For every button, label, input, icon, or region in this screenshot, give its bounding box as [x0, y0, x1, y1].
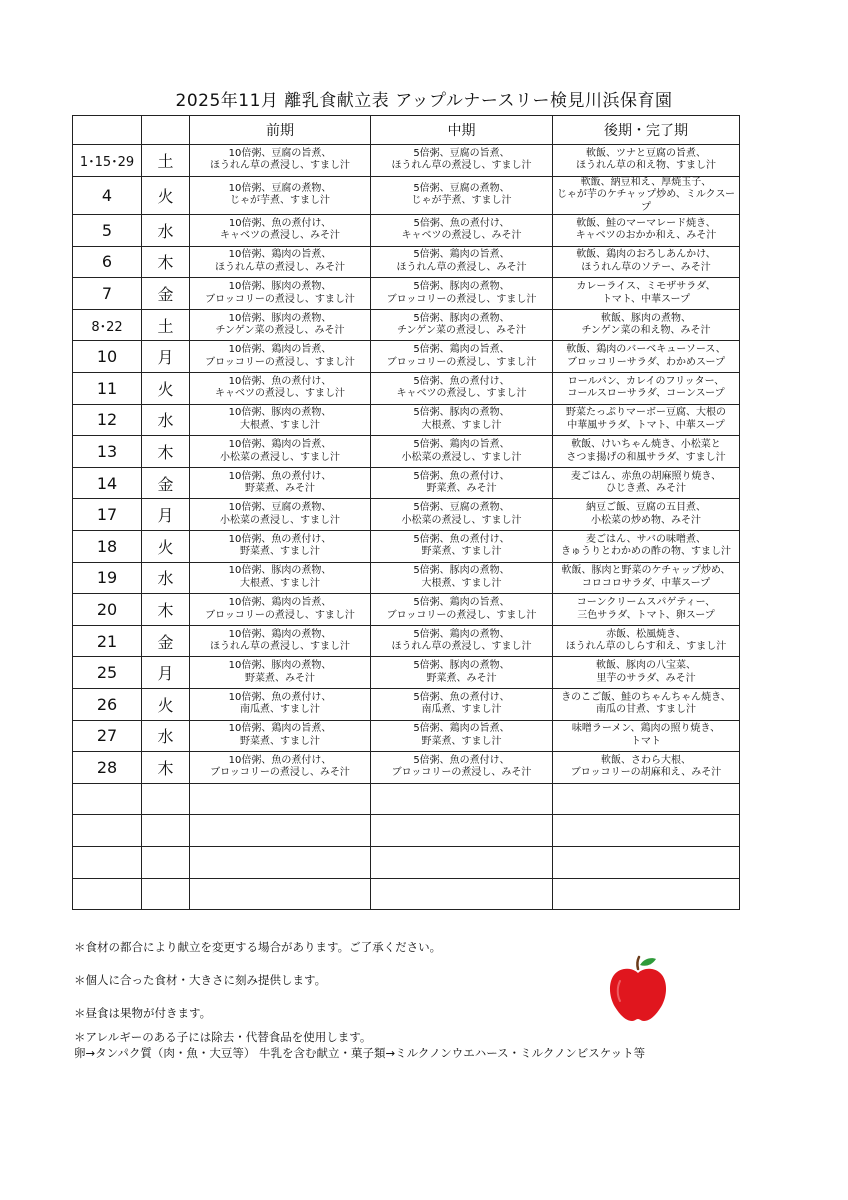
- early-stage-meal-cell: 10倍粥、鶏肉の旨煮、 ブロッコリーの煮浸し、すまし汁: [190, 341, 371, 373]
- late-stage-meal-cell: 野菜たっぷりマーボー豆腐、大根の 中華風サラダ、トマト、中華スープ: [553, 404, 740, 436]
- empty-cell: [553, 783, 740, 815]
- middle-stage-meal-cell: 5倍粥、豚肉の煮物、 野菜煮、みそ汁: [371, 657, 553, 689]
- table-row: [73, 145, 740, 177]
- day-of-week-cell: 水: [142, 720, 190, 752]
- menu-table-body: [73, 145, 740, 910]
- middle-stage-meal-cell: 5倍粥、魚の煮付け、 キャベツの煮浸し、みそ汁: [371, 215, 553, 247]
- date-cell: 7: [73, 278, 142, 310]
- empty-table-row: [73, 846, 740, 878]
- late-stage-meal-cell: 軟飯、鶏肉のバーベキューソース、 ブロッコリーサラダ、わかめスープ: [553, 341, 740, 373]
- table-row: [73, 176, 740, 215]
- day-of-week-cell: 木: [142, 752, 190, 784]
- date-cell: 13: [73, 436, 142, 468]
- empty-cell: [371, 878, 553, 910]
- middle-stage-meal-cell: 5倍粥、魚の煮付け、 南瓜煮、すまし汁: [371, 689, 553, 721]
- empty-cell: [371, 815, 553, 847]
- early-stage-meal-cell: 10倍粥、鶏肉の旨煮、 小松菜の煮浸し、すまし汁: [190, 436, 371, 468]
- day-of-week-cell: 金: [142, 278, 190, 310]
- early-stage-meal-cell: 10倍粥、豚肉の煮物、 ブロッコリーの煮浸し、すまし汁: [190, 278, 371, 310]
- middle-stage-meal-cell: 5倍粥、魚の煮付け、 ブロッコリーの煮浸し、みそ汁: [371, 752, 553, 784]
- day-of-week-cell: 木: [142, 246, 190, 278]
- late-stage-meal-cell: 軟飯、納豆和え、厚焼玉子、 じゃが芋のケチャップ炒め、ミルクスープ: [553, 176, 740, 215]
- late-stage-meal-cell: 味噌ラーメン、鶏肉の照り焼き、 トマト: [553, 720, 740, 752]
- middle-stage-meal-cell: 5倍粥、鶏肉の旨煮、 ブロッコリーの煮浸し、すまし汁: [371, 594, 553, 626]
- late-stage-meal-cell: 納豆ご飯、豆腐の五目煮、 小松菜の炒め物、みそ汁: [553, 499, 740, 531]
- late-stage-meal-cell: 軟飯、けいちゃん焼き、小松菜と さつま揚げの和風サラダ、すまし汁: [553, 436, 740, 468]
- date-cell: 4: [73, 176, 142, 215]
- empty-cell: [553, 878, 740, 910]
- table-row: [73, 720, 740, 752]
- late-stage-meal-cell: きのこご飯、鮭のちゃんちゃん焼き、 南瓜の甘煮、すまし汁: [553, 689, 740, 721]
- middle-stage-meal-cell: 5倍粥、鶏肉の旨煮、 ブロッコリーの煮浸し、すまし汁: [371, 341, 553, 373]
- middle-stage-meal-cell: 5倍粥、鶏肉の旨煮、 小松菜の煮浸し、すまし汁: [371, 436, 553, 468]
- empty-cell: [142, 815, 190, 847]
- date-cell: 26: [73, 689, 142, 721]
- day-of-week-cell: 金: [142, 467, 190, 499]
- empty-cell: [142, 878, 190, 910]
- late-stage-meal-cell: コーンクリームスパゲティー、 三色サラダ、トマト、卵スープ: [553, 594, 740, 626]
- table-row: [73, 467, 740, 499]
- late-stage-meal-cell: 軟飯、豚肉と野菜のケチャップ炒め、 コロコロサラダ、中華スープ: [553, 562, 740, 594]
- day-of-week-cell: 木: [142, 436, 190, 468]
- early-stage-meal-cell: 10倍粥、魚の煮付け、 キャベツの煮浸し、みそ汁: [190, 215, 371, 247]
- page-title: 2025年11月 離乳食献立表 アップルナースリー検見川浜保育園: [175, 91, 673, 111]
- date-cell: 5: [73, 215, 142, 247]
- date-cell: 17: [73, 499, 142, 531]
- empty-table-row: [73, 783, 740, 815]
- early-stage-meal-cell: 10倍粥、魚の煮付け、 キャベツの煮浸し、すまし汁: [190, 373, 371, 405]
- day-of-week-cell: 月: [142, 657, 190, 689]
- middle-stage-meal-cell: 5倍粥、豚肉の煮物、 ブロッコリーの煮浸し、すまし汁: [371, 278, 553, 310]
- menu-table: [72, 115, 740, 910]
- table-header-row: [73, 116, 740, 145]
- header-date: [73, 116, 142, 145]
- empty-cell: [73, 846, 142, 878]
- late-stage-meal-cell: 軟飯、豚肉の煮物、 チンゲン菜の和え物、みそ汁: [553, 309, 740, 341]
- empty-cell: [73, 783, 142, 815]
- date-cell: 27: [73, 720, 142, 752]
- date-cell: 1･15･29: [73, 145, 142, 177]
- day-of-week-cell: 火: [142, 176, 190, 215]
- middle-stage-meal-cell: 5倍粥、豆腐の煮物、 小松菜の煮浸し、すまし汁: [371, 499, 553, 531]
- table-row: [73, 499, 740, 531]
- middle-stage-meal-cell: 5倍粥、魚の煮付け、 野菜煮、すまし汁: [371, 531, 553, 563]
- table-row: [73, 404, 740, 436]
- day-of-week-cell: 月: [142, 499, 190, 531]
- early-stage-meal-cell: 10倍粥、豚肉の煮物、 チンゲン菜の煮浸し、みそ汁: [190, 309, 371, 341]
- note-portion: ＊個人に合った食材・大きさに刻み提供します。: [74, 973, 327, 987]
- late-stage-meal-cell: 軟飯、ツナと豆腐の旨煮、 ほうれん草の和え物、すまし汁: [553, 145, 740, 177]
- empty-cell: [190, 783, 371, 815]
- early-stage-meal-cell: 10倍粥、豆腐の煮物、 小松菜の煮浸し、すまし汁: [190, 499, 371, 531]
- middle-stage-meal-cell: 5倍粥、豚肉の煮物、 チンゲン菜の煮浸し、みそ汁: [371, 309, 553, 341]
- date-cell: 19: [73, 562, 142, 594]
- header-day: [142, 116, 190, 145]
- early-stage-meal-cell: 10倍粥、豆腐の旨煮、 ほうれん草の煮浸し、すまし汁: [190, 145, 371, 177]
- empty-cell: [190, 878, 371, 910]
- table-row: [73, 689, 740, 721]
- day-of-week-cell: 水: [142, 404, 190, 436]
- date-cell: 10: [73, 341, 142, 373]
- late-stage-meal-cell: 軟飯、鮭のマーマレード焼き、 キャベツのおかか和え、みそ汁: [553, 215, 740, 247]
- empty-cell: [190, 846, 371, 878]
- early-stage-meal-cell: 10倍粥、鶏肉の旨煮、 ほうれん草の煮浸し、みそ汁: [190, 246, 371, 278]
- middle-stage-meal-cell: 5倍粥、豚肉の煮物、 大根煮、すまし汁: [371, 562, 553, 594]
- late-stage-meal-cell: ロールパン、カレイのフリッター、 コールスローサラダ、コーンスープ: [553, 373, 740, 405]
- early-stage-meal-cell: 10倍粥、豚肉の煮物、 大根煮、すまし汁: [190, 562, 371, 594]
- empty-cell: [371, 783, 553, 815]
- table-row: [73, 246, 740, 278]
- empty-table-row: [73, 878, 740, 910]
- date-cell: 20: [73, 594, 142, 626]
- early-stage-meal-cell: 10倍粥、豆腐の煮物、 じゃが芋煮、すまし汁: [190, 176, 371, 215]
- table-row: [73, 373, 740, 405]
- middle-stage-meal-cell: 5倍粥、魚の煮付け、 キャベツの煮浸し、すまし汁: [371, 373, 553, 405]
- early-stage-meal-cell: 10倍粥、豚肉の煮物、 野菜煮、みそ汁: [190, 657, 371, 689]
- empty-cell: [371, 846, 553, 878]
- day-of-week-cell: 金: [142, 625, 190, 657]
- empty-cell: [190, 815, 371, 847]
- note-fruit: ＊昼食は果物が付きます。: [74, 1006, 212, 1020]
- middle-stage-meal-cell: 5倍粥、鶏肉の旨煮、 ほうれん草の煮浸し、みそ汁: [371, 246, 553, 278]
- date-cell: 12: [73, 404, 142, 436]
- table-row: [73, 657, 740, 689]
- day-of-week-cell: 土: [142, 309, 190, 341]
- table-row: [73, 562, 740, 594]
- empty-cell: [553, 815, 740, 847]
- early-stage-meal-cell: 10倍粥、鶏肉の旨煮、 ブロッコリーの煮浸し、すまし汁: [190, 594, 371, 626]
- middle-stage-meal-cell: 5倍粥、豆腐の煮物、 じゃが芋煮、すまし汁: [371, 176, 553, 215]
- table-row: [73, 278, 740, 310]
- table-row: [73, 531, 740, 563]
- header-early-stage: 前期: [190, 116, 371, 145]
- date-cell: 8･22: [73, 309, 142, 341]
- day-of-week-cell: 木: [142, 594, 190, 626]
- date-cell: 14: [73, 467, 142, 499]
- early-stage-meal-cell: 10倍粥、魚の煮付け、 野菜煮、すまし汁: [190, 531, 371, 563]
- early-stage-meal-cell: 10倍粥、鶏肉の旨煮、 野菜煮、すまし汁: [190, 720, 371, 752]
- note-allergy-substitutes: 卵→タンパク質（肉・魚・大豆等） 牛乳を含む献立・菓子類→ミルクノンウエハース・ミルクノンビスケット等: [74, 1046, 646, 1060]
- table-row: [73, 309, 740, 341]
- date-cell: 25: [73, 657, 142, 689]
- day-of-week-cell: 火: [142, 373, 190, 405]
- empty-cell: [553, 846, 740, 878]
- note-allergy: ＊アレルギーのある子には除去・代替食品を使用します。: [74, 1030, 372, 1044]
- early-stage-meal-cell: 10倍粥、豚肉の煮物、 大根煮、すまし汁: [190, 404, 371, 436]
- early-stage-meal-cell: 10倍粥、魚の煮付け、 野菜煮、みそ汁: [190, 467, 371, 499]
- table-row: [73, 594, 740, 626]
- table-row: [73, 625, 740, 657]
- late-stage-meal-cell: カレーライス、ミモザサラダ、 トマト、中華スープ: [553, 278, 740, 310]
- empty-table-row: [73, 815, 740, 847]
- middle-stage-meal-cell: 5倍粥、魚の煮付け、 野菜煮、みそ汁: [371, 467, 553, 499]
- middle-stage-meal-cell: 5倍粥、豚肉の煮物、 大根煮、すまし汁: [371, 404, 553, 436]
- day-of-week-cell: 火: [142, 689, 190, 721]
- day-of-week-cell: 土: [142, 145, 190, 177]
- late-stage-meal-cell: 軟飯、豚肉の八宝菜、 里芋のサラダ、みそ汁: [553, 657, 740, 689]
- date-cell: 18: [73, 531, 142, 563]
- late-stage-meal-cell: 軟飯、鶏肉のおろしあんかけ、 ほうれん草のソテー、みそ汁: [553, 246, 740, 278]
- header-late-stage: 後期・完了期: [553, 116, 740, 145]
- date-cell: 28: [73, 752, 142, 784]
- day-of-week-cell: 月: [142, 341, 190, 373]
- early-stage-meal-cell: 10倍粥、鶏肉の煮物、 ほうれん草の煮浸し、すまし汁: [190, 625, 371, 657]
- middle-stage-meal-cell: 5倍粥、豆腐の旨煮、 ほうれん草の煮浸し、すまし汁: [371, 145, 553, 177]
- middle-stage-meal-cell: 5倍粥、鶏肉の旨煮、 野菜煮、すまし汁: [371, 720, 553, 752]
- note-ingredients: ＊食材の都合により献立を変更する場合があります。ご了承ください。: [74, 940, 442, 954]
- early-stage-meal-cell: 10倍粥、魚の煮付け、 南瓜煮、すまし汁: [190, 689, 371, 721]
- empty-cell: [142, 783, 190, 815]
- middle-stage-meal-cell: 5倍粥、鶏肉の煮物、 ほうれん草の煮浸し、すまし汁: [371, 625, 553, 657]
- late-stage-meal-cell: 麦ごはん、赤魚の胡麻照り焼き、 ひじき煮、みそ汁: [553, 467, 740, 499]
- header-middle-stage: 中期: [371, 116, 553, 145]
- late-stage-meal-cell: 赤飯、松風焼き、 ほうれん草のしらす和え、すまし汁: [553, 625, 740, 657]
- date-cell: 6: [73, 246, 142, 278]
- table-row: [73, 341, 740, 373]
- table-row: [73, 752, 740, 784]
- day-of-week-cell: 水: [142, 562, 190, 594]
- day-of-week-cell: 火: [142, 531, 190, 563]
- date-cell: 21: [73, 625, 142, 657]
- table-row: [73, 436, 740, 468]
- empty-cell: [142, 846, 190, 878]
- late-stage-meal-cell: 軟飯、さわら大根、 ブロッコリーの胡麻和え、みそ汁: [553, 752, 740, 784]
- late-stage-meal-cell: 麦ごはん、サバの味噌煮、 きゅうりとわかめの酢の物、すまし汁: [553, 531, 740, 563]
- empty-cell: [73, 815, 142, 847]
- apple-icon: [606, 955, 670, 1023]
- table-row: [73, 215, 740, 247]
- early-stage-meal-cell: 10倍粥、魚の煮付け、 ブロッコリーの煮浸し、みそ汁: [190, 752, 371, 784]
- empty-cell: [73, 878, 142, 910]
- day-of-week-cell: 水: [142, 215, 190, 247]
- date-cell: 11: [73, 373, 142, 405]
